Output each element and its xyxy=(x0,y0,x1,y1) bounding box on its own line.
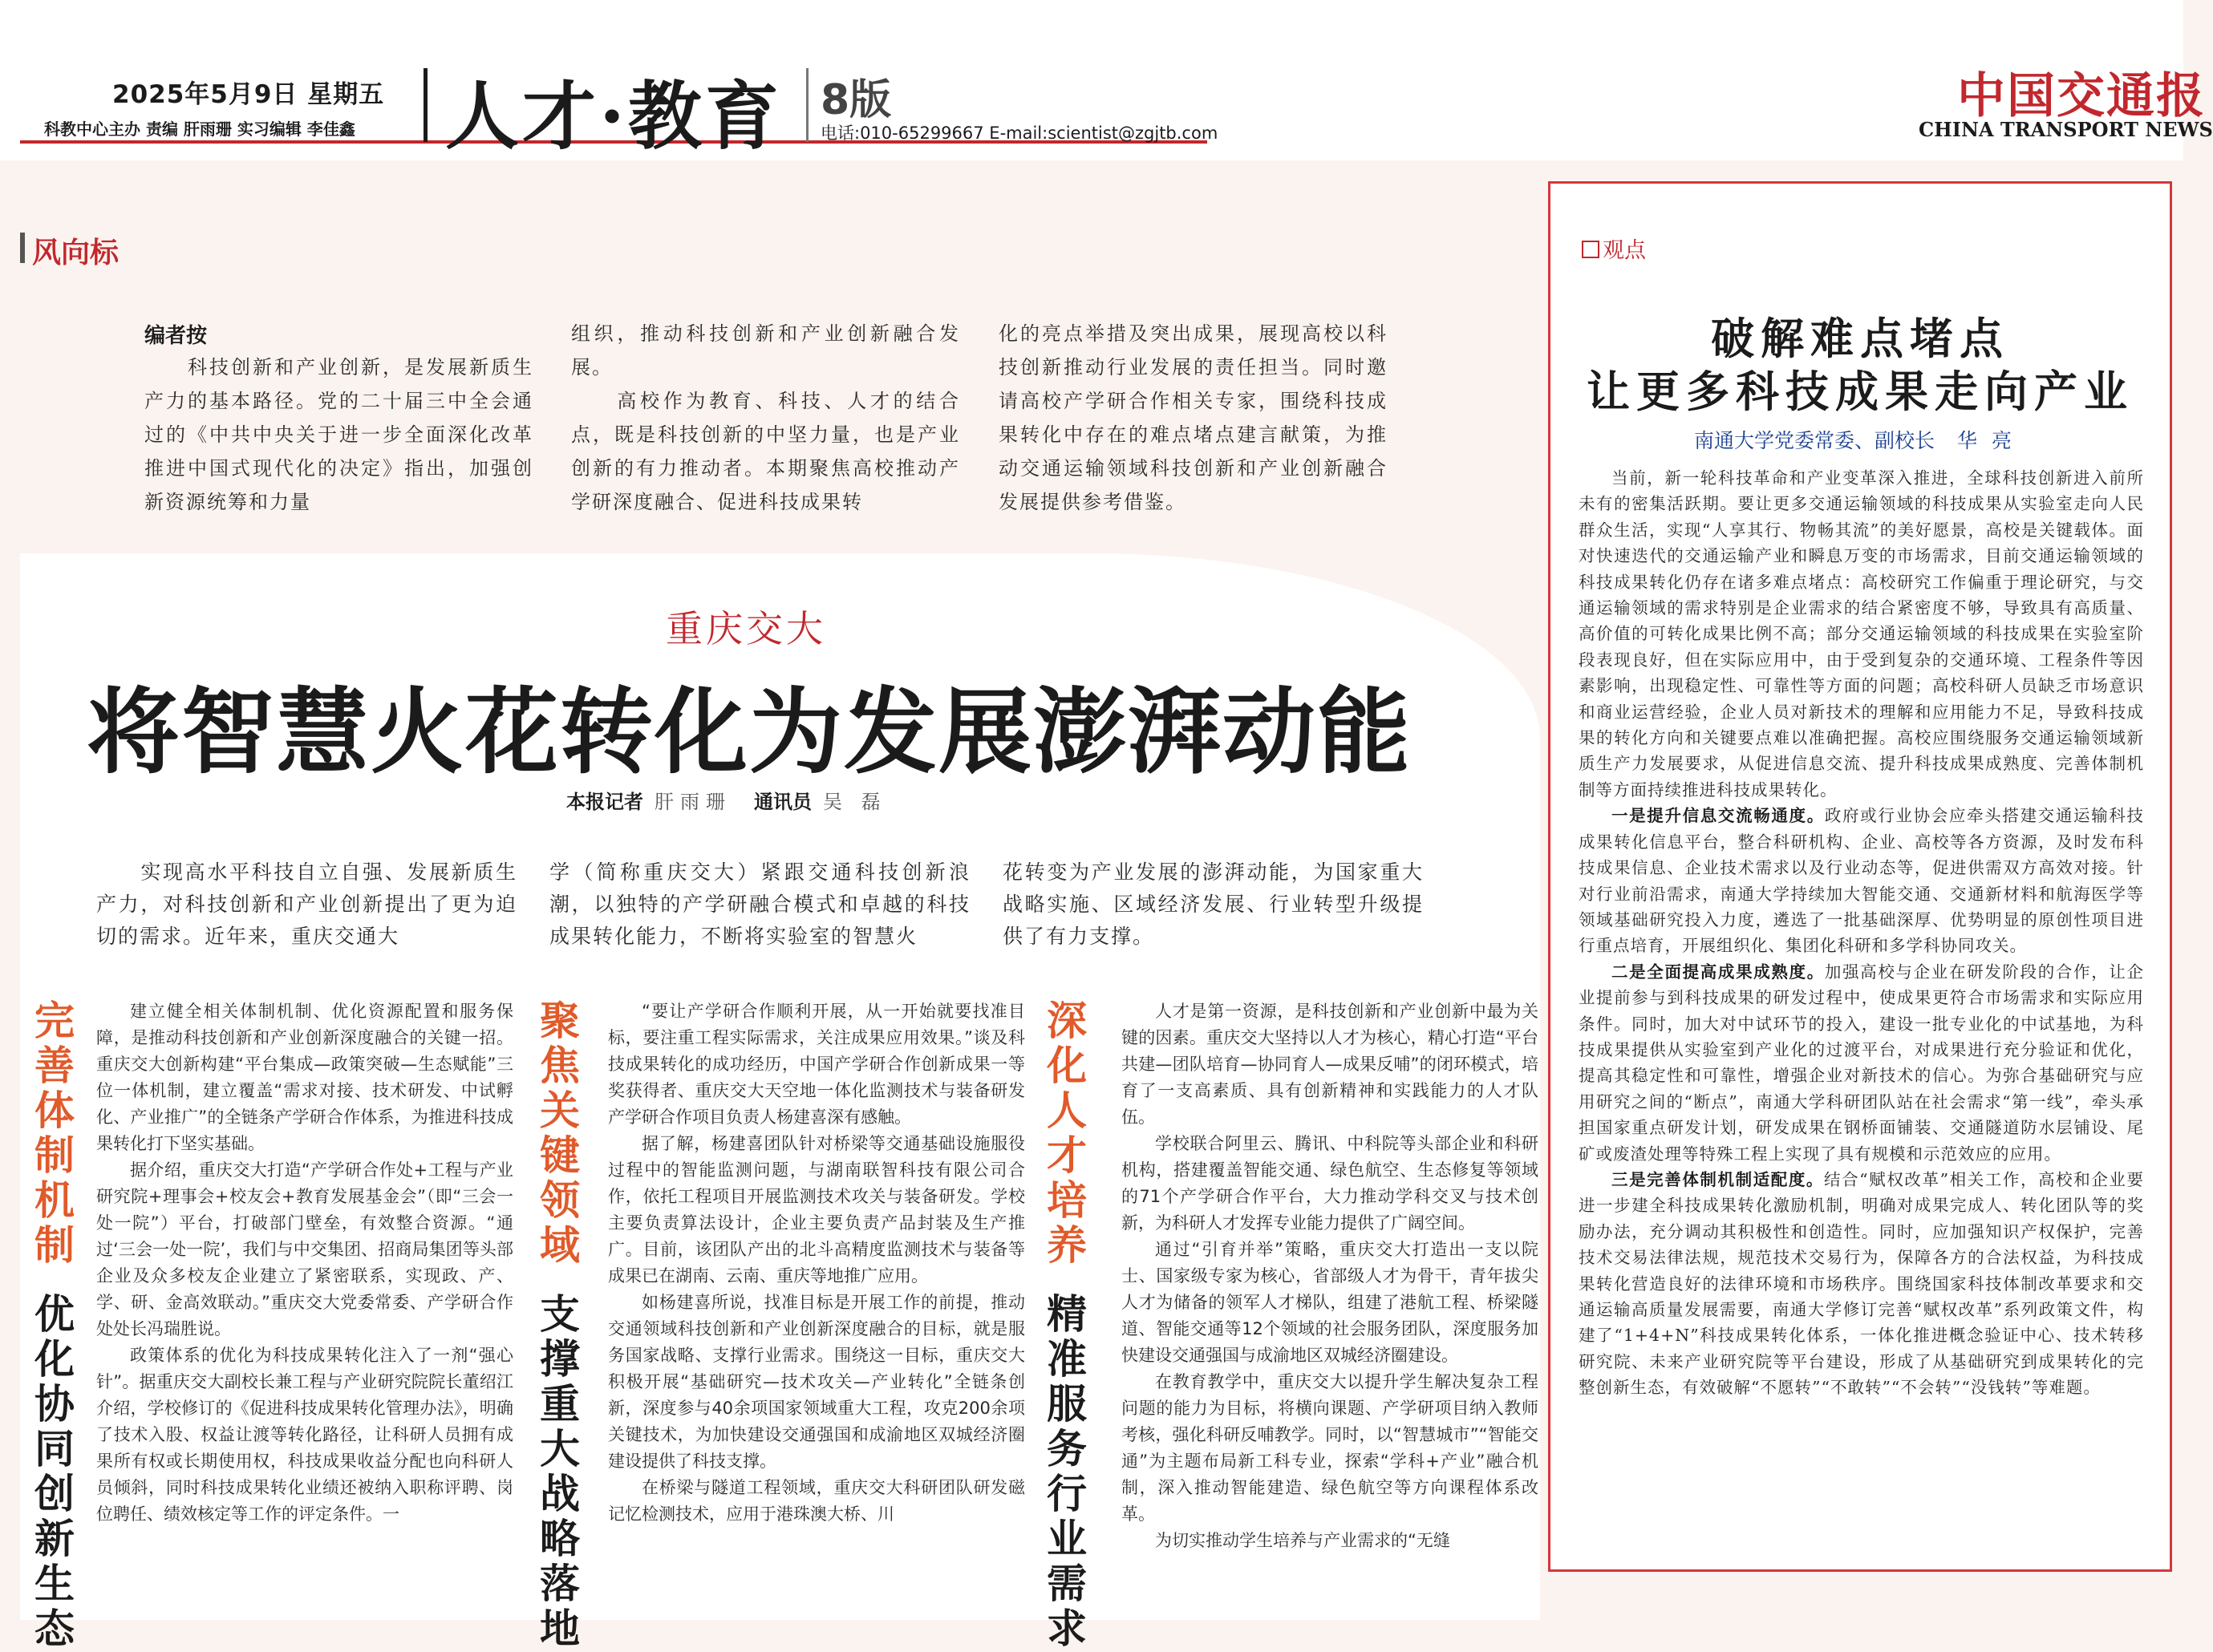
paragraph: 为切实推动学生培养与产业需求的“无缝 xyxy=(1155,1531,1450,1550)
editor-note-column-2: 组织，推动科技创新和产业创新融合发展。 高校作为教育、科技、人才的结合点，既是科技创新的中坚力量，也是产业创新的有力推动者。本期聚焦高校推动产学研深度融合、促进科技成果转 xyxy=(571,322,960,513)
opinion-paragraph-text: 当前，新一轮科技革命和产业变革深入推进，全球科技创新进入前所未有的密集活跃期。要让更多交通运输领域的科技成果从实验室走向人民群众生活，实现“人享其行、物畅其流”的美好愿景，高校是关键载体。面对快速迭代的交通运输产业和瞬息万变的市场需求，目前交通运输领域的科技成果转化仍存在诸多难点堵点：高校研究工作偏重于理论研究，与交通运输领域的需求特别是企业需求的结合紧密度不够，导致具有高质量、高价值的可转化成果比例不高；部分交通运输领域的科技成果在实验室阶段表现良好，但在实际应用中，由于受到复杂的交通环境、工程条件等因素影响，出现稳定性、可靠性等方面的问题；高校科研人员缺乏市场意识和商业运营经验，企业人员对新技术的理解和应用能力不足，导致科技成果的转化方向和关键要点难以准确把握。高校应围绕服务交通运输领域新质生产力发展要求，从促进信息交流、提升科技成果成熟度、完善体制机制等方面持续推进科技成果转化。 xyxy=(1579,468,2144,800)
opinion-author xyxy=(1548,425,2172,454)
masthead-vertical-rule-2 xyxy=(806,68,809,142)
opinion-paragraph xyxy=(1579,959,2144,1167)
paragraph: 学校联合阿里云、腾讯、中科院等头部企业和科研机构，搭建覆盖智能交通、绿色航空、生态修复等领域的71个产学研合作平台，大力推动学科交叉与技术创新，为科研人才发挥专业能力提供了广阔空间。 xyxy=(1121,1134,1538,1233)
opinion-paragraph-text: 结合“赋权改革”相关工作，高校和企业要进一步建全科技成果转化激励机制，明确对成果完成人、转化团队等的奖励办法，充分调动其积极性和创造性。同时，应加强知识产权保护，完善技术交易法律法规，规范技术交易行为，保障各方的合法权益，为科技成果转化营造良好的法律环境和市场秩序。围绕国家科技体制改革要求和交通运输高质量发展需要，南通大学修订完善“赋权改革”系列政策文件，构建了“1+4+N”科技成果转化体系，一体化推进概念验证中心、技术转移研究院、未来产业研究院等平台建设，形成了从基础研究到成果转化的完整创新生态，有效破解“不愿转”“不敢转”“不会转”“没钱转”等难题。 xyxy=(1579,1169,2144,1398)
opinion-author-name: 华亮 xyxy=(1957,429,2027,452)
paragraph: “要让产学研合作顺利开展，从一开始就要找准目标，要注重工程实际需求，关注成果应用效果。”谈及科技成果转化的成功经历，中国产学研合作创新成果一等奖获得者、重庆交大天空地一体化监测技术与装备研发产学研合作项目负责人杨建喜深有感触。 xyxy=(608,1002,1025,1127)
article-lead-column-3: 花转变为产业发展的澎湃动能，为国家重大战略实施、区域经济发展、行业转型升级提供了有力支撑。 xyxy=(1003,860,1424,948)
subhead-3-black: 精准服务行业需求 xyxy=(1047,1291,1087,1652)
paragraph: 在教育教学中，重庆交大以提升学生解决复杂工程问题的能力为目标，将横向课题、产学研项目纳入教师考核，强化科研反哺教学。同时，以“智慧城市”“智能交通”为主题布局新工科专业，探索“学科+产业”融合机制，深入推动智能建造、绿色航空等方向课程体系改革。 xyxy=(1121,1372,1538,1524)
article-lead-column-1: 实现高水平科技自立自强、发展新质生产力，对科技创新和产业创新提出了更为迫切的需求。近年来，重庆交通大 xyxy=(96,860,517,948)
opinion-point-lead: 二是全面提高成果成熟度。 xyxy=(1611,962,1825,982)
editor-note-title: 编者按 xyxy=(144,324,208,348)
editor-note-column-3: 化的亮点举措及突出成果，展现高校以科技创新推动行业发展的责任担当。同时邀请高校产学研合作相关专家，围绕科技成果转化中存在的难点堵点建言献策，为推动交通运输领域科技创新和产业创新融合发展提供参考借鉴。 xyxy=(999,322,1388,513)
subhead-2-black: 支撑重大战略落地 xyxy=(540,1291,580,1652)
paragraph: 通过“引育并举”策略，重庆交大打造出一支以院士、国家级专家为核心，省部级人才为骨干，青年拔尖人才为储备的领军人才梯队，组建了港航工程、桥梁隧道、智能交通等12个领域的社会服务团队，深度服务加快建设交通强国与成渝地区双城经济圈建设。 xyxy=(1121,1240,1538,1365)
article-body-column-3 xyxy=(1121,998,1538,1554)
paragraph: 如杨建喜所说，找准目标是开展工作的前提，推动交通领域科技创新和产业创新深度融合的目标，就是服务国家战略、支撑行业需求。围绕这一目标，重庆交大积极开展“基础研究—技术攻关—产业转化”全链条创新，深度参与40余项国家领域重大工程，攻克200余项关键技术，为加快建设交通强国和成渝地区双城经济圈建设提供了科技支撑。 xyxy=(608,1293,1025,1471)
paragraph: 人才是第一资源，是科技创新和产业创新中最为关键的因素。重庆交大坚持以人才为核心，精心打造“平台共建—团队培育—协同育人—成果反哺”的闭环模式，培育了一支高素质、具有创新精神和实践能力的人才队伍。 xyxy=(1121,1002,1538,1127)
page-number: 8版 xyxy=(821,76,892,124)
paragraph: 政策体系的优化为科技成果转化注入了一剂“强心针”。据重庆交大副校长兼工程与产业研究院院长董绍江介绍，学校修订的《促进科技成果转化管理办法》，明确了技术入股、权益让渡等转化路径，让科研人员拥有成果所有权或长期使用权，科技成果收益分配也向科研人员倾斜，同时科技成果转化业绩还被纳入职称评聘、岗位聘任、绩效核定等工作的评定条件。一 xyxy=(96,1346,513,1524)
contact-info: 电话:010-65299667 E-mail:scientist@zgjtb.com xyxy=(821,123,1218,143)
masthead-vertical-rule xyxy=(424,68,428,142)
section-subhead-1 xyxy=(30,998,79,1651)
subhead-3-red: 深化人才培养 xyxy=(1047,998,1087,1269)
column-tag: 风向标 xyxy=(32,237,120,269)
opinion-paragraph xyxy=(1579,465,2144,803)
opinion-point-lead: 三是完善体制机制适配度。 xyxy=(1611,1169,1825,1189)
article-headline: 将智慧火花转化为发展澎湃动能 xyxy=(87,678,1412,787)
section-subhead-2 xyxy=(536,998,584,1651)
opinion-paragraph-text: 政府或行业协会应牵头搭建交通运输科技成果转化信息平台，整合科研机构、企业、高校等各方资源，及时发布科技成果信息、企业技术需求以及行业动态等，促进供需双方高效对接。针对行业前沿需求，南通大学持续加大智能交通、交通新材料和航海医学等领域基础研究投入力度，遴选了一批基础深厚、优势明显的原创性项目进行重点培育，开展组织化、集团化科研和多学科协同攻关。 xyxy=(1579,806,2145,956)
opinion-paragraph-text: 加强高校与企业在研发阶段的合作，让企业提前参与到科技成果的研发过程中，使成果更符合市场需求和实际应用条件。同时，加大对中试环节的投入，建设一批专业化的中试基地，为科技成果提供从实验室到产业化的过渡平台，对成果进行充分验证和优化，提高其稳定性和可靠性，增强企业对新技术的信心。为弥合基础研究与应用研究之间的“断点”，南通大学科研团队站在社会需求“第一线”，牵头承担国家重点研发计划，研发成果在钢桥面铺装、交通隧道防水层铺设、尾矿或废渣处理等特殊工程上实现了具有规模和示范效应的应用。 xyxy=(1579,962,2145,1164)
article-kicker: 重庆交大 xyxy=(666,607,826,650)
paragraph: 据了解，杨建喜团队针对桥梁等交通基础设施服役过程中的智能监测问题，与湖南联智科技有限公司合作，依托工程项目开展监测技术攻关与装备研发。学校主要负责算法设计，企业主要负责产品封装及生产推广。目前，该团队产出的北斗高精度监测技术与装备等成果已在湖南、云南、重庆等地推广应用。 xyxy=(608,1134,1025,1286)
subhead-1-black: 优化协同创新生态 xyxy=(34,1291,75,1652)
editor-note-column-1: 科技创新和产业创新，是发展新质生产力的基本路径。党的二十届三中全会通过的《中共中央关于进一步全面深化改革 推进中国式现代化的决定》指出，加强创新资源统筹和力量 xyxy=(144,356,541,513)
opinion-paragraph xyxy=(1579,1167,2144,1401)
paper-logo: 中国交通报 xyxy=(1957,68,2206,124)
subhead-1-red: 完善体制机制 xyxy=(34,998,75,1269)
opinion-tag xyxy=(1582,233,1646,264)
byline-correspondent-label: 通讯员 xyxy=(754,791,812,813)
paragraph: 据介绍，重庆交大打造“产学研合作处+工程与产业研究院+理事会+校友会+教育发展基金会”（即“三会一处一院”）平台，打破部门壁垒，有效整合资源。“通过‘三会一处一院’，我们与中交集团、招商局集团等头部企业及众多校友企业建立了紧密联系，实现政、产、学、研、金高效联动。”重庆交大党委常委、产学研合作处处长冯瑞胜说。 xyxy=(96,1160,513,1338)
article-body-column-2 xyxy=(608,998,1025,1528)
byline-reporter: 肝雨珊 xyxy=(655,791,732,813)
paragraph: 建立健全相关体制机制、优化资源配置和服务保障，是推动科技创新和产业创新深度融合的关键一招。重庆交大创新构建“平台集成—政策突破—生态赋能”三位一体机制，建立覆盖“需求对接、技术研发、中试孵化、产业推广”的全链条产学研合作体系，为推进科技成果转化打下坚实基础。 xyxy=(96,1002,513,1153)
opinion-body xyxy=(1579,465,2144,1401)
opinion-tag-label: 观点 xyxy=(1603,238,1646,263)
article-body-column-1 xyxy=(96,998,513,1528)
issue-date: 2025年5月9日 星期五 xyxy=(112,80,385,109)
opinion-point-lead: 一是提升信息交流畅通度。 xyxy=(1611,806,1825,826)
opinion-paragraph xyxy=(1579,803,2144,958)
paragraph: 在桥梁与隧道工程领域，重庆交大科研团队研发磁记忆检测技术，应用于港珠澳大桥、川 xyxy=(608,1478,1025,1524)
paper-logo-english: CHINA TRANSPORT NEWS xyxy=(1919,118,2213,141)
editor-credits: 科教中心主办 责编 肝雨珊 实习编辑 李佳鑫 xyxy=(44,119,355,139)
opinion-author-title: 南通大学党委常委、副校长 xyxy=(1693,429,1935,452)
column-tag-bar xyxy=(20,233,25,263)
opinion-title-line-1: 破解难点堵点 xyxy=(1711,313,2009,364)
byline-reporter-label: 本报记者 xyxy=(566,791,643,813)
subhead-2-red: 聚焦关键领域 xyxy=(540,998,580,1269)
section-title: 人才·教育 xyxy=(445,73,783,160)
section-subhead-3 xyxy=(1043,998,1091,1651)
article-byline xyxy=(566,786,910,814)
article-lead-column-2: 学（简称重庆交大）紧跟交通科技创新浪潮，以独特的产学研融合模式和卓越的科技成果转化能力，不断将实验室的智慧火 xyxy=(549,860,971,948)
opinion-title-line-2: 让更多科技成果走向产业 xyxy=(1587,366,2134,417)
square-icon xyxy=(1582,241,1599,258)
byline-correspondent: 吴 磊 xyxy=(823,791,887,813)
